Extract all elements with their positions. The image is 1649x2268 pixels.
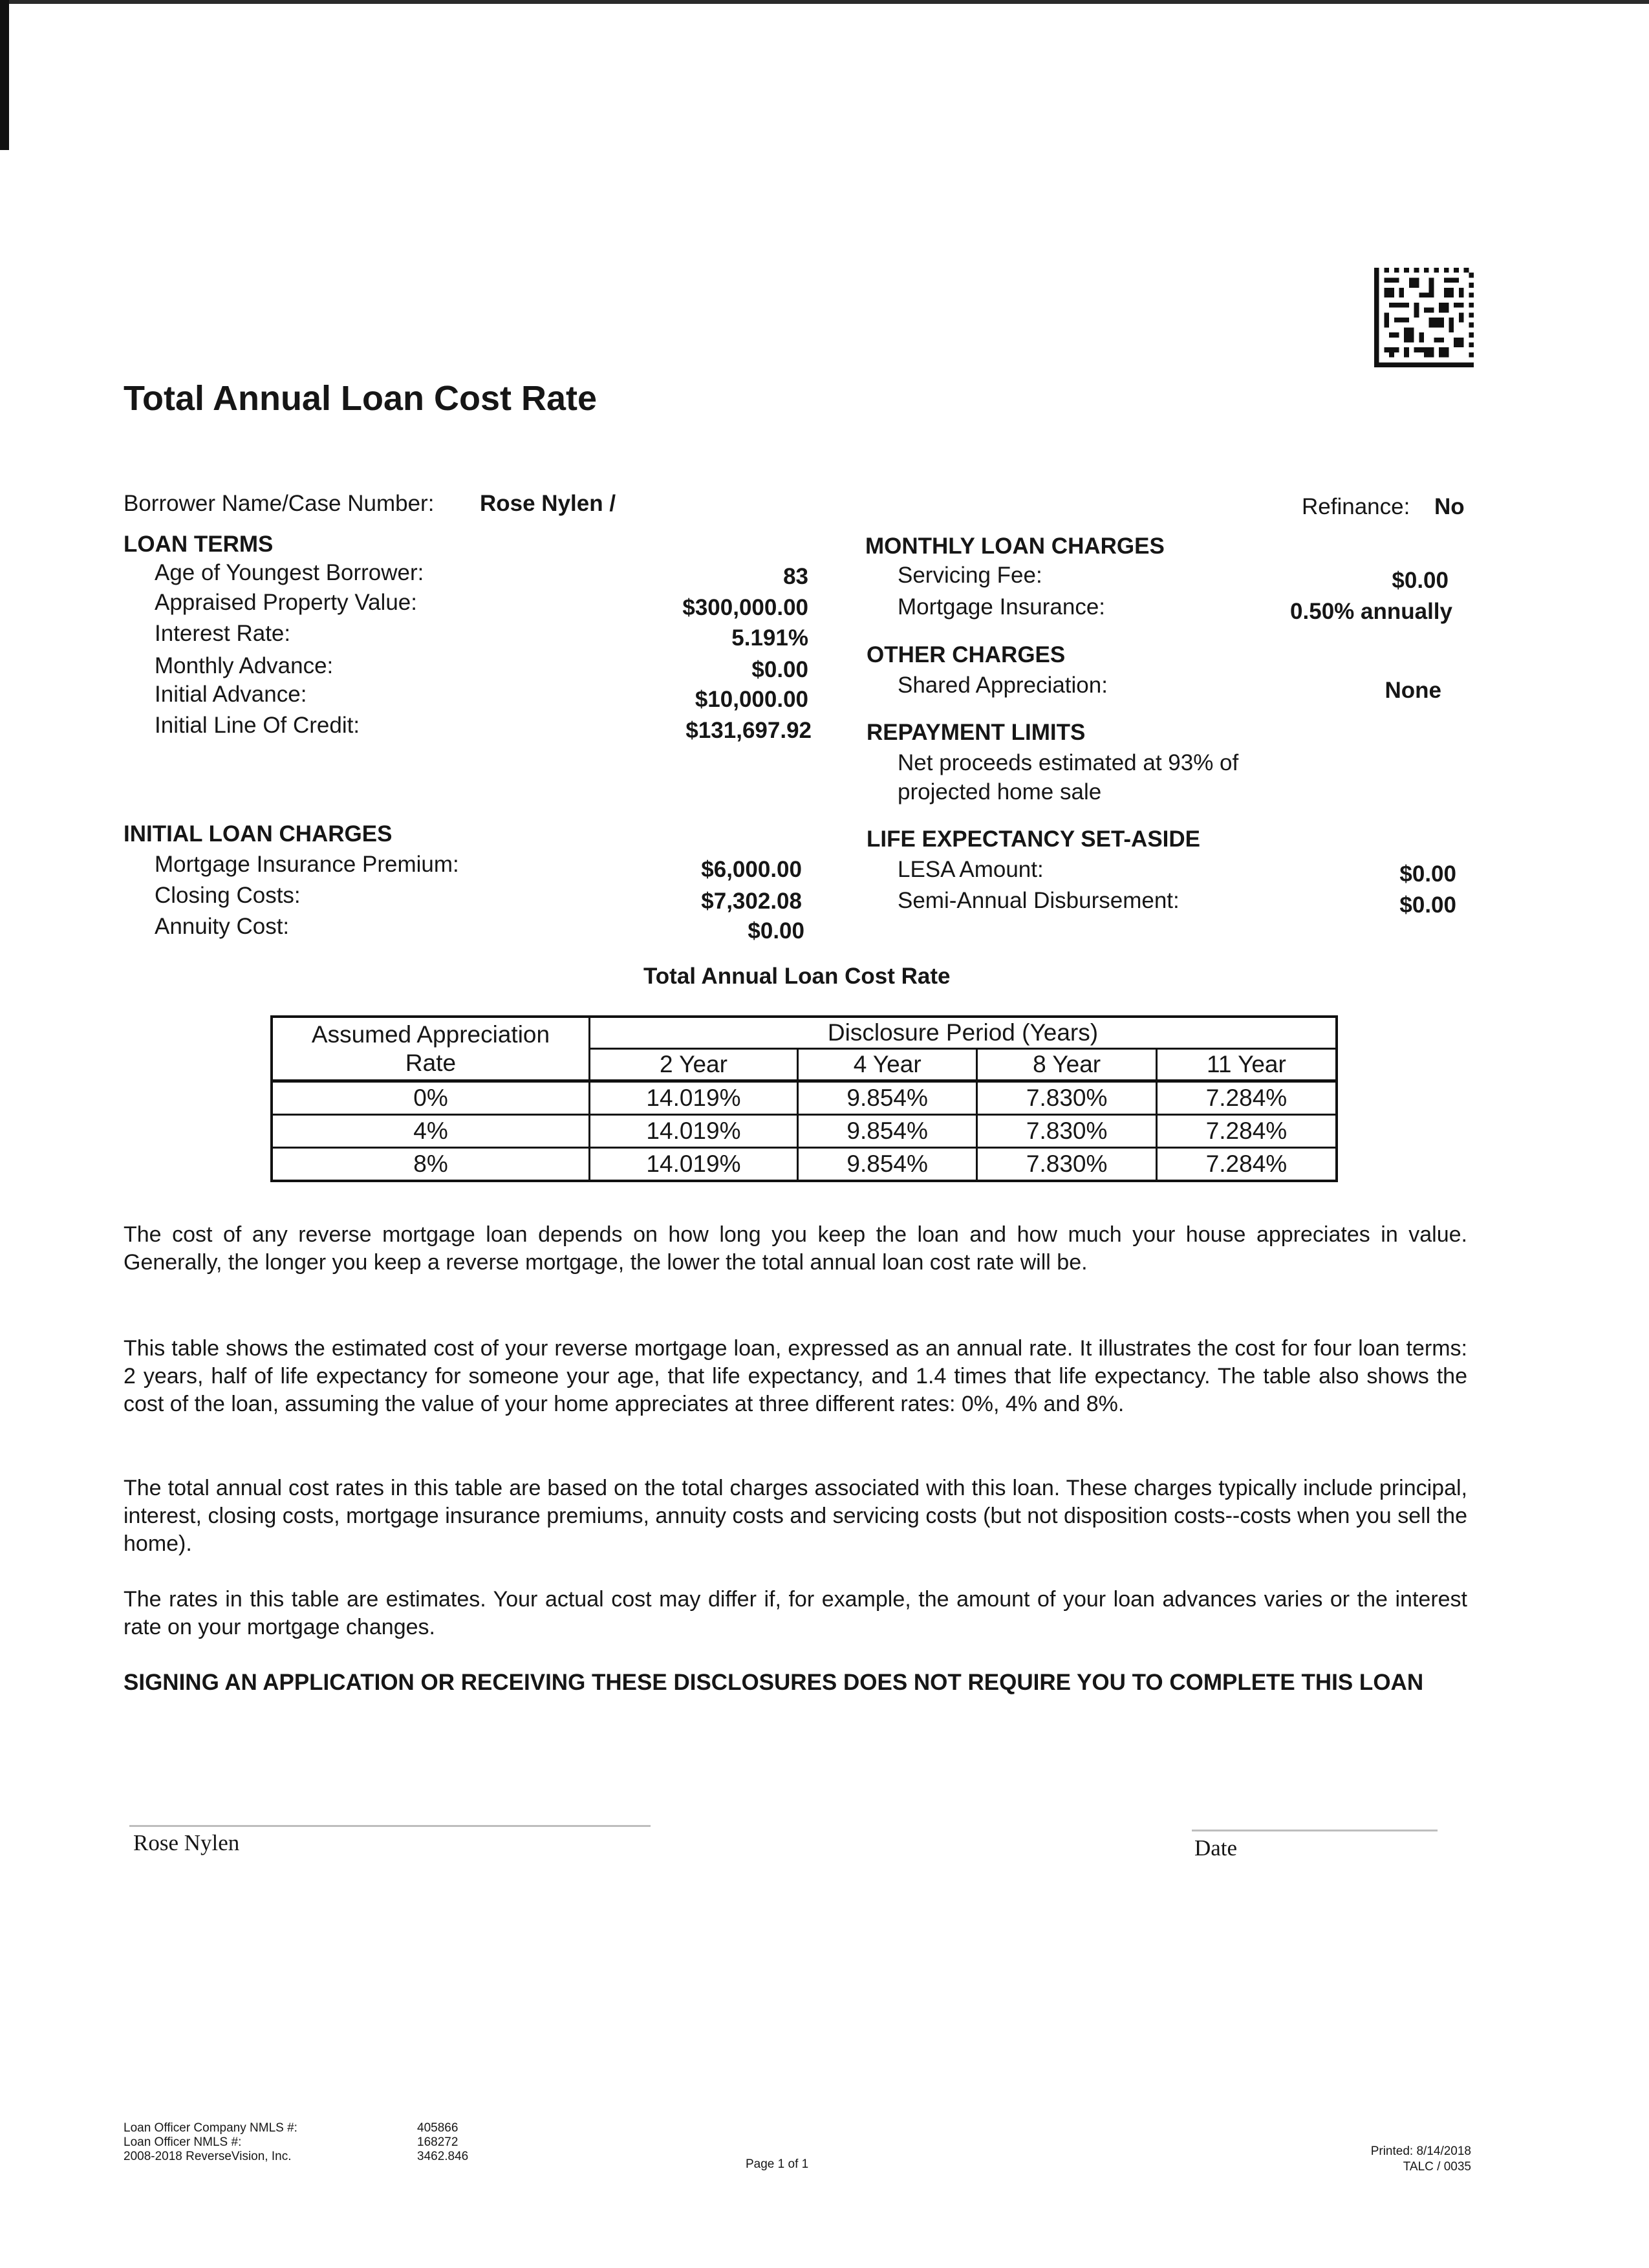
- other-charges-value: None: [1385, 678, 1441, 703]
- monthly-charges-value: 0.50% annually: [1290, 599, 1452, 624]
- value-cell: 7.830%: [977, 1148, 1156, 1182]
- talc-table: [270, 1015, 1338, 1182]
- table-row: [272, 1148, 1337, 1182]
- repayment-limits-line2: projected home sale: [898, 779, 1102, 805]
- table-row: [272, 1081, 1337, 1115]
- loan-terms-label: Initial Line Of Credit:: [155, 713, 360, 738]
- rate-cell: 4%: [272, 1115, 590, 1148]
- loan-terms-label: Appraised Property Value:: [155, 590, 417, 615]
- value-cell: 9.854%: [797, 1148, 976, 1182]
- repayment-limits-line1: Net proceeds estimated at 93% of: [898, 750, 1239, 775]
- initial-charges-value: $6,000.00: [701, 857, 802, 882]
- lesa-label: Semi-Annual Disbursement:: [898, 888, 1180, 913]
- footer-printed-date: Printed: 8/14/2018: [1370, 2144, 1471, 2158]
- period-header: Disclosure Period (Years): [590, 1017, 1337, 1049]
- borrower-label: Borrower Name/Case Number:: [124, 491, 435, 516]
- monthly-charges-value: $0.00: [1392, 568, 1449, 593]
- lesa-value: $0.00: [1399, 861, 1456, 887]
- footer-copyright: 2008-2018 ReverseVision, Inc.: [124, 2150, 292, 2163]
- lesa-label: LESA Amount:: [898, 857, 1044, 882]
- value-cell: 9.854%: [797, 1115, 976, 1148]
- lesa-value: $0.00: [1399, 892, 1456, 918]
- loan-terms-value: $131,697.92: [685, 718, 812, 743]
- refinance-value: No: [1434, 494, 1465, 519]
- paragraph-estimates: The rates in this table are estimates. Your actual cost may differ if, for example, the amount of your loan advances varies or the interest rate on your mortgage changes.: [124, 1587, 1467, 1639]
- footer-company-nmls-label: Loan Officer Company NMLS #:: [124, 2121, 297, 2135]
- column-header: 2 Year: [590, 1049, 798, 1081]
- footer-page-number: Page 1 of 1: [746, 2157, 809, 2171]
- value-cell: 7.830%: [977, 1115, 1156, 1148]
- initial-charges-label: Closing Costs:: [155, 883, 301, 908]
- signature-name: Rose Nylen: [133, 1830, 240, 1855]
- value-cell: 14.019%: [590, 1148, 798, 1182]
- column-header: 4 Year: [797, 1049, 976, 1081]
- loan-terms-label: Initial Advance:: [155, 682, 307, 707]
- footer-officer-nmls: 168272: [417, 2135, 458, 2149]
- value-cell: 9.854%: [797, 1081, 976, 1115]
- loan-terms-label: Interest Rate:: [155, 621, 291, 646]
- value-cell: 7.830%: [977, 1081, 1156, 1115]
- date-line: [1192, 1830, 1438, 1831]
- footer-officer-nmls-label: Loan Officer NMLS #:: [124, 2135, 242, 2149]
- lesa-heading: LIFE EXPECTANCY SET-ASIDE: [867, 826, 1201, 852]
- value-cell: 14.019%: [590, 1081, 798, 1115]
- monthly-charges-label: Servicing Fee:: [898, 563, 1042, 588]
- value-cell: 7.284%: [1156, 1115, 1337, 1148]
- initial-charges-value: $7,302.08: [701, 889, 802, 914]
- footer-version: 3462.846: [417, 2150, 469, 2163]
- paragraph-cost-depends: The cost of any reverse mortgage loan depends on how long you keep the loan and how much your house appreciates in value. Generally, the longer you keep a reverse mortgage, the lower the total annual loan cost rate will be.: [124, 1222, 1467, 1275]
- scan-top-edge: [0, 0, 1649, 4]
- column-header: 11 Year: [1156, 1049, 1337, 1081]
- loan-terms-value: 5.191%: [731, 625, 808, 651]
- corner-line2: Rate: [405, 1049, 457, 1076]
- corner-line1: Assumed Appreciation: [311, 1021, 550, 1048]
- repayment-limits-heading: REPAYMENT LIMITS: [867, 720, 1086, 745]
- initial-charges-label: Annuity Cost:: [155, 914, 290, 939]
- refinance-label: Refinance:: [1302, 494, 1410, 519]
- paragraph-table-explanation: This table shows the estimated cost of your reverse mortgage loan, expressed as an annual rate. It illustrates the cost for four loan terms: 2 years, half of life expectancy for someone your age, that life expectancy, and 1.4 times that life expectancy. The table also shows the cost of the loan, assuming the value of your home appreciates at three different rates: 0%, 4% and 8%.: [124, 1336, 1467, 1416]
- initial-charges-value: $0.00: [748, 918, 804, 944]
- other-charges-heading: OTHER CHARGES: [867, 642, 1066, 667]
- rate-cell: 0%: [272, 1081, 590, 1115]
- warning-text: SIGNING AN APPLICATION OR RECEIVING THESE DISCLOSURES DOES NOT REQUIRE YOU TO COMPLETE THIS LOAN: [124, 1670, 1424, 1695]
- table-row: [272, 1115, 1337, 1148]
- monthly-charges-heading: MONTHLY LOAN CHARGES: [865, 534, 1165, 559]
- loan-terms-value: 83: [783, 564, 808, 589]
- column-header: 8 Year: [977, 1049, 1156, 1081]
- page-title: Total Annual Loan Cost Rate: [124, 379, 598, 418]
- paragraph-total-charges: The total annual cost rates in this table are based on the total charges associated with this loan. These charges typically include principal, interest, closing costs, mortgage insurance premiums, annuity costs and servicing costs (but not disposition costs--costs when you sell the home).: [124, 1476, 1467, 1556]
- initial-charges-label: Mortgage Insurance Premium:: [155, 852, 459, 877]
- loan-terms-value: $300,000.00: [682, 595, 808, 620]
- date-label: Date: [1194, 1835, 1238, 1861]
- rate-cell: 8%: [272, 1148, 590, 1182]
- footer-company-nmls: 405866: [417, 2121, 458, 2135]
- borrower-value: Rose Nylen /: [480, 491, 616, 516]
- loan-terms-value: $10,000.00: [695, 687, 808, 712]
- loan-terms-heading: LOAN TERMS: [124, 532, 274, 557]
- table-caption: Total Annual Loan Cost Rate: [643, 964, 951, 989]
- table-corner-header: [272, 1017, 590, 1081]
- value-cell: 7.284%: [1156, 1081, 1337, 1115]
- footer-form-code: TALC / 0035: [1403, 2160, 1471, 2174]
- datamatrix-barcode-icon: [1372, 268, 1476, 367]
- value-cell: 14.019%: [590, 1115, 798, 1148]
- loan-terms-label: Monthly Advance:: [155, 653, 334, 678]
- signature-line: [129, 1825, 651, 1827]
- scan-left-edge: [0, 0, 9, 150]
- loan-terms-value: $0.00: [751, 657, 808, 682]
- initial-charges-heading: INITIAL LOAN CHARGES: [124, 821, 393, 847]
- other-charges-label: Shared Appreciation:: [898, 673, 1108, 698]
- monthly-charges-label: Mortgage Insurance:: [898, 594, 1106, 620]
- value-cell: 7.284%: [1156, 1148, 1337, 1182]
- loan-terms-label: Age of Youngest Borrower:: [155, 560, 424, 585]
